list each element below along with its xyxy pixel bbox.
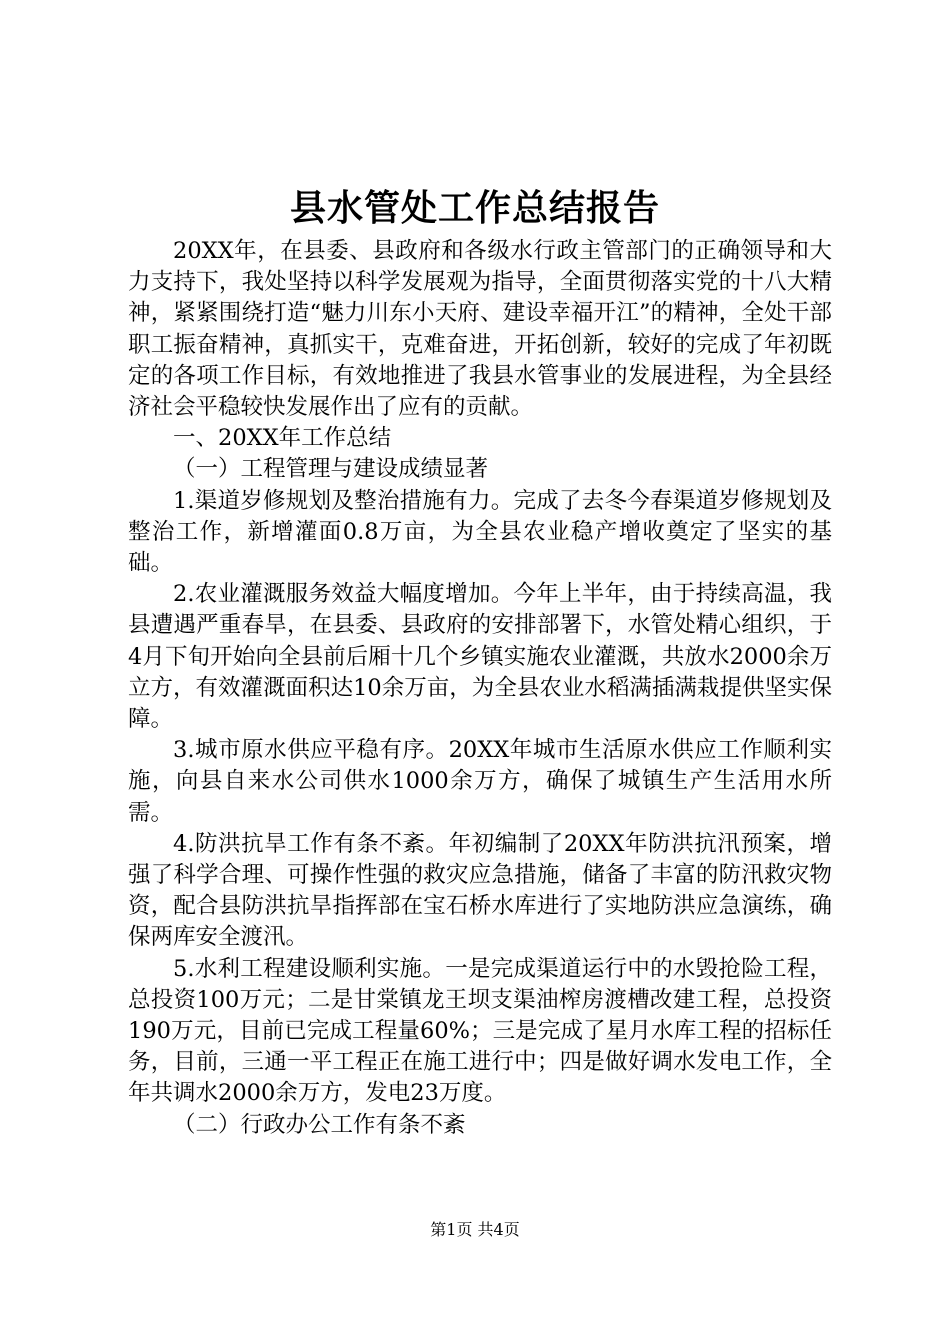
- section-heading: 一、20XX年工作总结: [173, 425, 392, 452]
- paragraph-item-4: 4.防洪抗旱工作有条不紊。年初编制了20XX年防洪抗汛预案，增强了科学合理、可操作性强的救灾应急措施，储备了丰富的防汛救灾物资，配合县防洪抗旱指挥部在宝石桥水库进行了实地防洪应急演练，确保两库安全渡汛。: [128, 830, 832, 951]
- paragraph-item-3: 3.城市原水供应平稳有序。20XX年城市生活原水供应工作顺利实施，向县自来水公司供水1000余万方，确保了城镇生产生活用水所需。: [128, 737, 832, 826]
- page-number: 第1页 共4页: [430, 1220, 520, 1239]
- document-body: [128, 236, 832, 1141]
- subsection-heading: （一）工程管理与建设成绩显著: [173, 456, 489, 483]
- paragraph-item-1: 1.渠道岁修规划及整治措施有力。完成了去冬今春渠道岁修规划及整治工作，新增灌面0.8万亩，为全县农业稳产增收奠定了坚实的基础。: [128, 487, 832, 577]
- document-title: 县水管处工作总结报告: [289, 187, 660, 229]
- paragraph-item-5: 5.水利工程建设顺利实施。一是完成渠道运行中的水毁抢险工程，总投资100万元；二是甘棠镇龙王坝支渠油榨房渡槽改建工程，总投资190万元，目前已完成工程量60%；三是完成了星月水库工程的招标任务，目前，三通一平工程正在施工进行中；四是做好调水发电工作，全年共调水2000余万方，发电23万度。: [128, 955, 832, 1107]
- paragraph-item-2: 2.农业灌溉服务效益大幅度增加。今年上半年，由于持续高温，我县遭遇严重春旱，在县委、县政府的安排部署下，水管处精心组织，于4月下旬开始向全县前后厢十几个乡镇实施农业灌溉，共放水2000余万立方，有效灌溉面积达10余万亩，为全县农业水稻满插满栽提供坚实保障。: [128, 581, 832, 733]
- paragraph-intro: 20XX年，在县委、县政府和各级水行政主管部门的正确领导和大力支持下，我处坚持以科学发展观为指导，全面贯彻落实党的十八大精神，紧紧围绕打造“魅力川东小天府、建设幸福开江”的精神，全处干部职工振奋精神，真抓实干，克难奋进，开拓创新，较好的完成了年初既定的各项工作目标，有效地推进了我县水管事业的发展进程，为全县经济社会平稳较快发展作出了应有的贡献。: [128, 238, 832, 421]
- subsection-heading-2: （二）行政办公工作有条不紊: [173, 1111, 466, 1138]
